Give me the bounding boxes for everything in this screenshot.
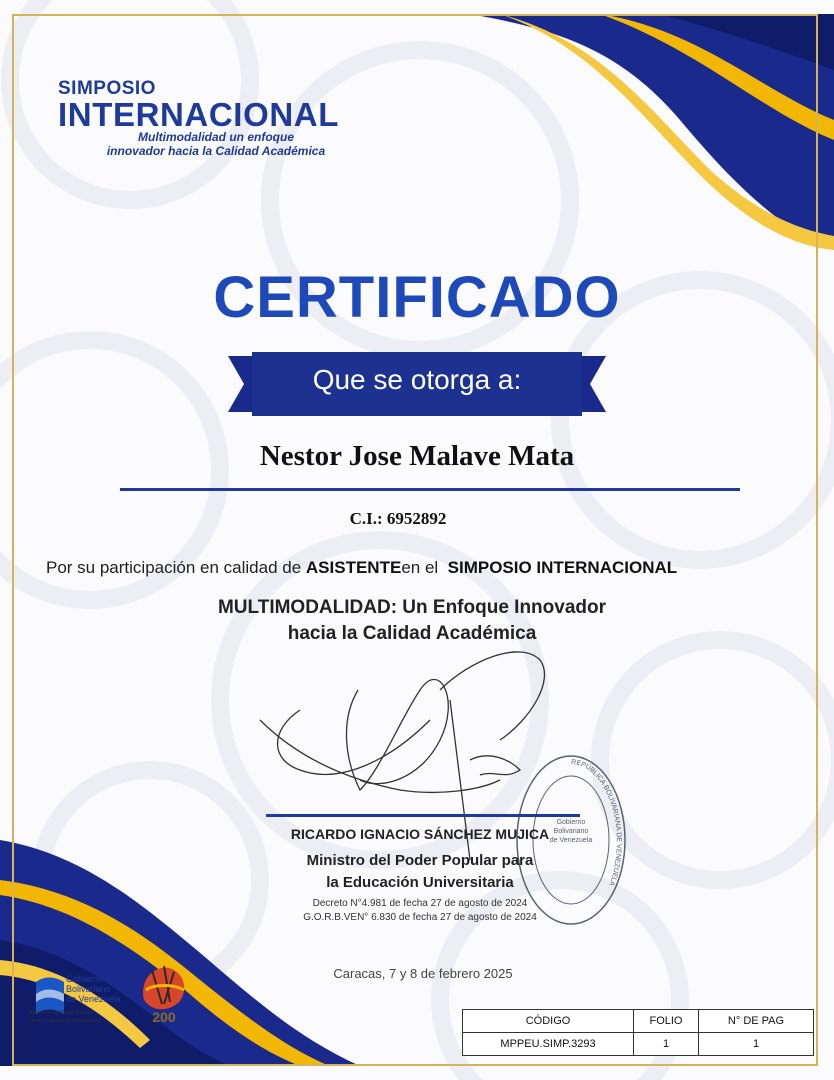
event-logo-line2: INTERNACIONAL [58,96,339,133]
event-tagline-2: innovador hacia la Calidad Académica [106,144,326,158]
name-underline [120,488,740,491]
code-table-header-row [463,1010,814,1033]
stamp-center-1: Gobierno [556,819,586,826]
gov-logo-line3: de Venezuela [66,994,121,1004]
decree-line-1: Decreto N°4.981 de fecha 27 de agosto de 2024 [312,898,528,909]
ribbon-text: Que se otorga a: [312,364,522,395]
place-date: Caracas, 7 y 8 de febrero 2025 [333,966,513,981]
gov-logo-line2: Bolivariano [66,984,111,994]
code-header: CÓDIGO [463,1010,634,1033]
recipient-id: C.I.: 6952892 [349,509,447,528]
event-logo-tagline [56,130,376,158]
signature-line [266,814,580,817]
gov-logo-sub-1: Ministerio del Poder Popular [30,1010,93,1016]
code-table [462,1009,814,1056]
certificate-title: CERTIFICADO [213,265,621,330]
signatory-position-2: la Educación Universitaria [326,874,514,891]
stamp-center-2: Bolivariano [553,828,589,835]
participation-sentence [46,558,796,578]
event-title [0,595,824,647]
event-tagline-1: Multimodalidad un enfoque [138,130,294,144]
stamp-center-3: de Venezuela [549,837,593,844]
event-title-line1: MULTIMODALIDAD: Un Enfoque Innovador [217,597,607,618]
gov-logo-line1: Gobierno [66,974,104,984]
recipient-name: Nestor Jose Malave Mata [259,440,575,472]
folio-value: 1 [634,1033,699,1056]
page-value: 1 [699,1033,814,1056]
event-title-line2: hacia la Calidad Académica [287,623,537,644]
gov-logo-sub-2: para la Educación Universitaria [30,1018,100,1024]
participation-middle: en el [401,558,439,577]
folio-header: FOLIO [634,1010,699,1033]
stamp-ring-text: REPÚBLICA BOLIVARIANA DE VENEZUELA [570,758,622,887]
signatory-name: RICARDO IGNACIO SÁNCHEZ MUJICA [290,826,550,842]
decree-line-2: G.O.R.B.VEN° 6.830 de fecha 27 de agosto de 2024 [303,912,537,923]
code-table-value-row [463,1033,814,1056]
page-header: N° DE PAG [699,1010,814,1033]
participation-event: SIMPOSIO INTERNACIONAL [447,558,678,577]
badge-200-text: 200 [152,1009,176,1025]
participation-prefix: Por su participación en calidad de [46,558,302,577]
bicentennial-badge-icon [134,960,194,1026]
participation-role: ASISTENTE [305,558,402,577]
code-value: MPPEU.SIMP.3293 [463,1033,634,1056]
event-logo-line1: SIMPOSIO [58,78,156,99]
signatory-position-1: Ministro del Poder Popular para [306,852,534,869]
